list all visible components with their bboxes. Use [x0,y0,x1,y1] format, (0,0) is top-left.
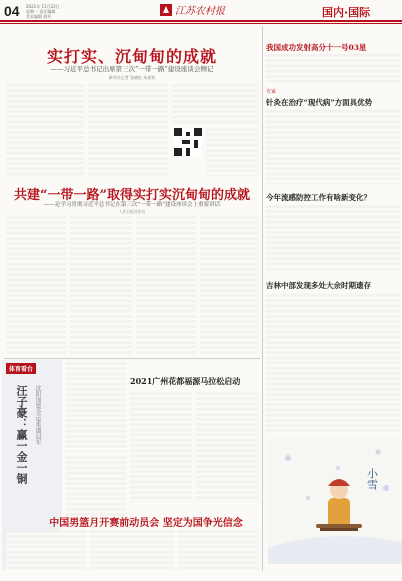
qr-code-icon [174,128,202,156]
section-divider [4,358,260,359]
xiaoxue-illustration [268,438,402,564]
newspaper-logo [160,3,232,17]
sports-vertical-sub: 沈阳加冕全运柔道冠军 [34,385,41,445]
section-title: 国内·国际 [322,6,371,19]
sports-vertical-headline: 汪子豪：赢一金一铜 [15,385,28,484]
second-subheadline: ——论学习贯彻习近平总书记在第三次“一带一路”建设座谈会上重要讲话 [43,202,221,208]
right-headline-jilin: 吉林中部发现多处大余时期遗存 [266,281,371,290]
page-number: 04 [4,3,20,19]
sports-body-col [130,392,192,502]
second-headline: 共建“一带一路”取得实打实沉甸甸的成就 [14,188,250,203]
second-body-col [6,216,66,356]
masthead-rule-thin [0,23,402,24]
bottom-body-col [178,530,258,570]
meta-line: 2021年 11月22日 [26,4,60,9]
sports-body-col [66,456,126,516]
column-divider [262,26,263,571]
right-headline-flu: 今年流感防控工作有啥新变化？ [266,193,371,202]
right-body [266,294,400,434]
sports-tag: 体育看台 [6,363,36,374]
right-tag: 专家 [266,89,277,95]
basketball-headline: 中国男篮月开赛前动员会 坚定为国争光信念 [49,518,243,529]
illustration-caption: 小雪 [365,468,379,490]
page-meta [26,4,88,19]
meta-line: 美术编辑 校对 [26,14,52,19]
right-body [266,110,400,184]
sports-body-col [66,362,126,452]
second-byline: 人民日报评论员 [118,209,146,214]
second-body-col [200,216,258,356]
bottom-body-col [90,530,174,570]
lead-body-col [206,128,258,176]
right-headline-satellite: 我国成功发射高分十一号03星 [266,43,367,52]
right-headline-acupuncture: 针灸在治疗“现代病”方面具优势 [266,98,373,107]
lead-subheadline: ——习近平总书记出席第三次“一带一路”建设座谈会侧记 [50,65,214,73]
lead-byline: 新华社记者 张晓松 朱基钗 [108,75,156,80]
sports-body-col [196,392,258,502]
logo-text: 江苏农村报 [175,6,225,17]
marathon-headline: 2021广州花都福源马拉松启动 [130,376,241,386]
lead-body-col [6,84,84,176]
right-body [266,54,400,82]
second-body-col [136,216,196,356]
meta-line: 星期一 责任编辑 [26,9,56,14]
lead-body-col [88,84,168,176]
lead-body-col [172,84,258,124]
lead-headline: 实打实、沉甸甸的成就 [46,47,217,66]
masthead-rule [0,20,402,22]
second-body-col [70,216,132,356]
right-body [266,205,400,273]
bottom-body-col [6,530,86,570]
